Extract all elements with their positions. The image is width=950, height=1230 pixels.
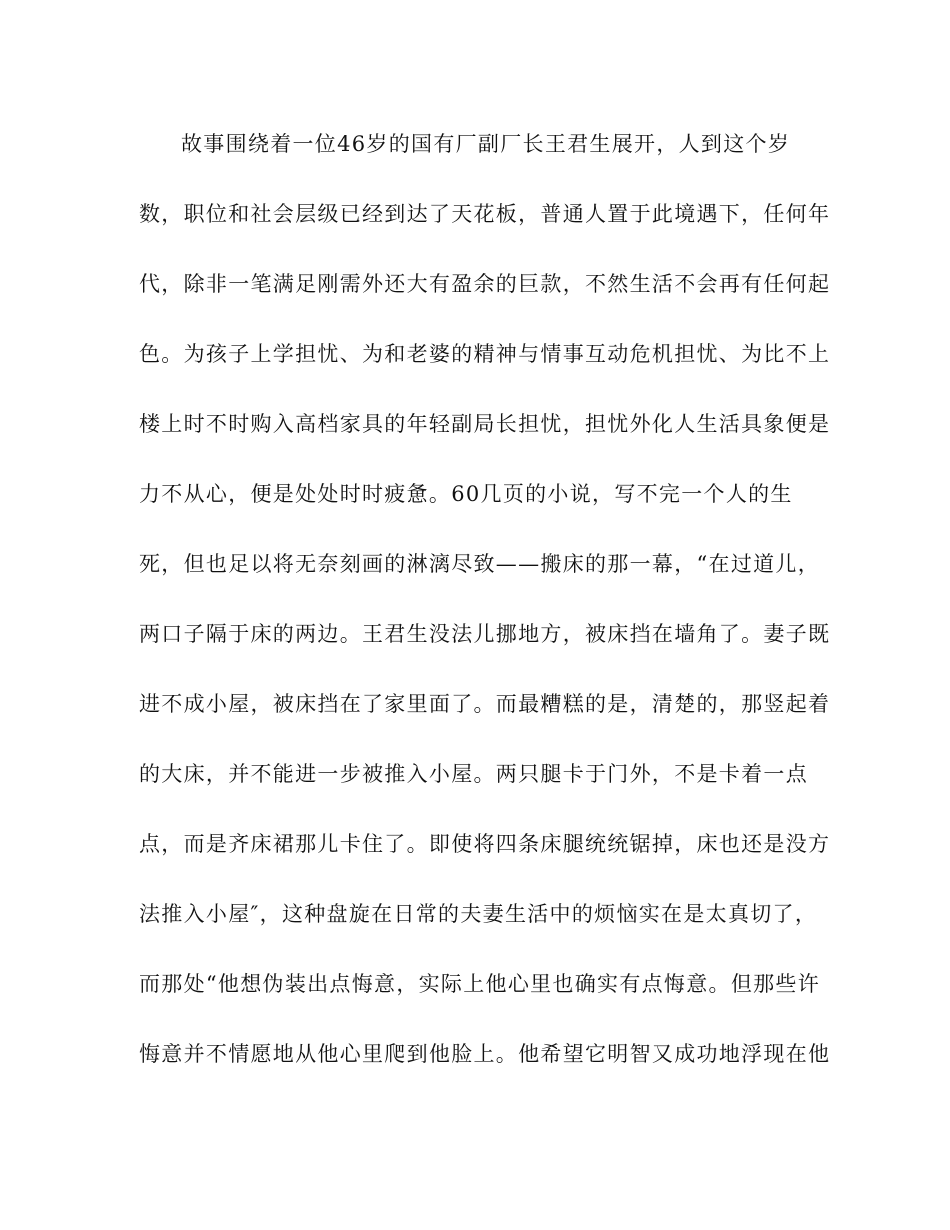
text-line: 两口子隔于床的两边。王君生没法儿挪地方，被床挡在墙角了。妻子既 bbox=[139, 622, 831, 646]
text-line: 故事围绕着一位46岁的国有厂副厂长王君生展开，人到这个岁 bbox=[181, 132, 791, 156]
text-line: 的大床，并不能进一步被推入小屋。两只腿卡于门外，不是卡着一点 bbox=[139, 762, 808, 786]
text-line: 点，而是齐床裙那儿卡住了。即使将四条床腿统统锯掉，床也还是没方 bbox=[139, 832, 831, 856]
text-line: 色。为孩子上学担忧、为和老婆的精神与情事互动危机担忧、为比不上 bbox=[139, 342, 831, 366]
text-line: 力不从心，便是处处时时疲惫。60几页的小说，写不完一个人的生 bbox=[139, 482, 793, 506]
text-line: 代，除非一笔满足刚需外还大有盈余的巨款，不然生活不会再有任何起 bbox=[139, 272, 831, 296]
text-line: 法推入小屋″，这种盘旋在日常的夫妻生活中的烦恼实在是太真切了， bbox=[139, 902, 818, 926]
text-line: 而那处“他想伪装出点悔意，实际上他心里也确实有点悔意。但那些许 bbox=[139, 972, 821, 996]
text-line: 数，职位和社会层级已经到达了天花板，普通人置于此境遇下，任何年 bbox=[139, 202, 831, 226]
text-line: 悔意并不情愿地从他心里爬到他脸上。他希望它明智又成功地浮现在他 bbox=[139, 1042, 831, 1066]
text-line: 进不成小屋，被床挡在了家里面了。而最糟糕的是，清楚的，那竖起着 bbox=[139, 692, 831, 716]
text-line: 楼上时不时购入高档家具的年轻副局长担忧，担忧外化人生活具象便是 bbox=[139, 412, 831, 436]
text-line: 死，但也足以将无奈刻画的淋漓尽致——搬床的那一幕，“在过道儿， bbox=[139, 552, 821, 576]
